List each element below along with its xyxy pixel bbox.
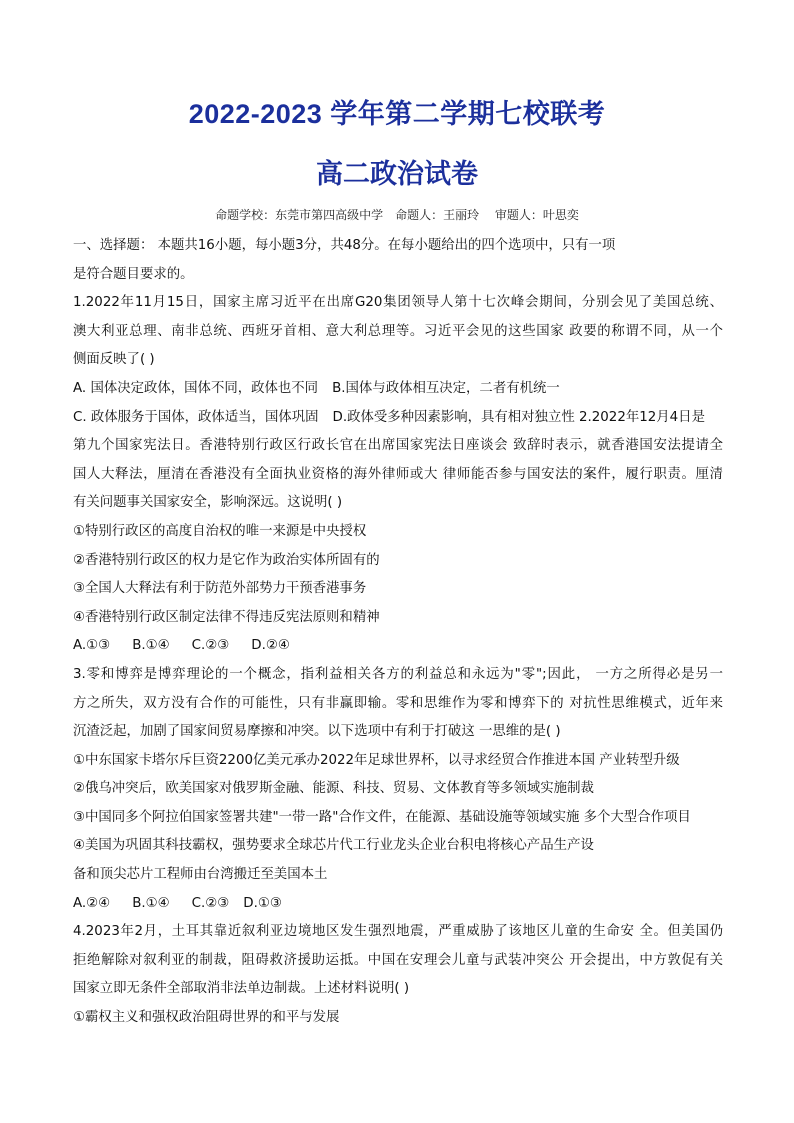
q3-option-a: A.②④ [73,895,111,911]
q3-statement-2: ②俄乌冲突后，欧美国家对俄罗斯金融、能源、科技、贸易、文体教育等多领域实施制裁 [73,781,594,797]
q1-options-cd [73,404,723,433]
q4-stem-line-2: 拒绝解除对叙利亚的制裁，阻碍救济援助运抵。中国在安理会儿童与武装冲突公 开会提出，中方敦促有关 [73,952,723,968]
q2-statement-2: ②香港特别行政区的权力是它作为政治实体所固有的 [73,552,380,568]
q3-option-c: C.②③ [191,895,230,911]
q2-statement-4: ④香港特别行政区制定法律不得违反宪法原则和精神 [73,609,380,625]
q2-statement-3: ③全国人大释法有利于防范外部势力干预香港事务 [73,581,367,597]
q3-stem-line-1: 3.零和博弈是博弈理论的一个概念，指利益相关各方的利益总和永远为"零";因此， 一方之所得必是另一 [73,666,723,682]
q3-statement-1: ①中东国家卡塔尔斥巨资2200亿美元承办2022年足球世界杯，以寻求经贸合作推进本国 产业转型升级 [73,752,680,768]
q1-option-a: A. 国体决定政体，国体不同，政体也不同 [73,380,319,396]
q1-stem-line-1: 1.2022年11月15日，国家主席习近平在出席G20集团领导人第十七次峰会期间，分别会见了美国总统、 [73,295,723,311]
q4-stem-line-3: 国家立即无条件全部取消非法单边制裁。上述材料说明( ) [73,981,410,997]
q2-options [73,632,723,661]
exam-meta: 命题学校：东莞市第四高级中学 命题人：王丽玲 审题人：叶思奕 [215,208,579,222]
q1-option-d-q2-start: D.政体受多种因素影响，具有相对独立性 2.2022年12月4日是 [332,409,705,425]
section-heading-line-1: 一、选择题： 本题共16小题，每小题3分，共48分。在每小题给出的四个选项中，只有一项 [73,238,616,253]
q1-option-b: B.国体与政体相互决定，二者有机统一 [332,380,560,396]
q3-statement-3: ③中国同多个阿拉伯国家签署共建"一带一路"合作文件，在能源、基础设施等领域实施 多个大型合作项目 [73,809,691,825]
q3-statement-4-line-1: ④美国为巩固其科技霸权，强势要求全球芯片代工行业龙头企业台积电将核心产品生产设 [73,838,594,854]
q2-stem-line-1: 第九个国家宪法日。香港特别行政区行政长官在出席国家宪法日座谈会 致辞时表示，就香港国安法提请全 [73,438,723,454]
q2-stem-line-2: 国人大释法，厘清在香港没有全面执业资格的海外律师或大 律师能否参与国安法的案件，履行职责。厘清 [73,466,723,482]
q3-option-b: B.①④ [132,895,170,911]
q2-option-c: C.②③ [191,638,230,654]
q2-stem-line-3: 有关问题事关国家安全，影响深远。这说明( ) [73,495,343,511]
q1-options-ab [73,375,723,404]
q1-option-c: C. 政体服务于国体，政体适当，国体巩固 [73,409,319,425]
q3-stem-line-2: 方之所失，双方没有合作的可能性，只有非赢即输。零和思维作为零和博弈下的 对抗性思维模式，近年来 [73,695,723,711]
exam-body [73,232,723,1033]
q3-stem-line-3: 沉渣泛起，加剧了国家间贸易摩擦和冲突。以下选项中有利于打破这 一思维的是( ) [73,724,561,740]
q2-option-d: D.②④ [251,638,290,654]
q3-option-d: D.①③ [243,895,282,911]
q1-stem-line-2: 澳大利亚总理、南非总统、西班牙首相、意大利总理等。习近平会见的这些国家 政要的称谓不同，从一个 [73,323,723,339]
exam-title: 2022-2023 学年第二学期七校联考 [188,99,606,129]
q3-options [73,890,723,919]
q4-statement-1: ①霸权主义和强权政治阻碍世界的和平与发展 [73,1010,340,1026]
q3-statement-4-line-2: 备和顶尖芯片工程师由台湾搬迁至美国本土 [73,867,328,883]
q2-statement-1: ①特别行政区的高度自治权的唯一来源是中央授权 [73,523,367,539]
q1-stem-line-3: 侧面反映了( ) [73,352,155,368]
q4-stem-line-1: 4.2023年2月，土耳其靠近叙利亚边境地区发生强烈地震，严重威胁了该地区儿童的生命安 全。但美国仍 [73,924,723,940]
q2-option-a: A.①③ [73,638,111,654]
exam-subtitle: 高二政治试卷 [316,159,478,190]
q2-option-b: B.①④ [132,638,170,654]
section-heading-line-2: 是符合题目要求的。 [73,266,194,282]
